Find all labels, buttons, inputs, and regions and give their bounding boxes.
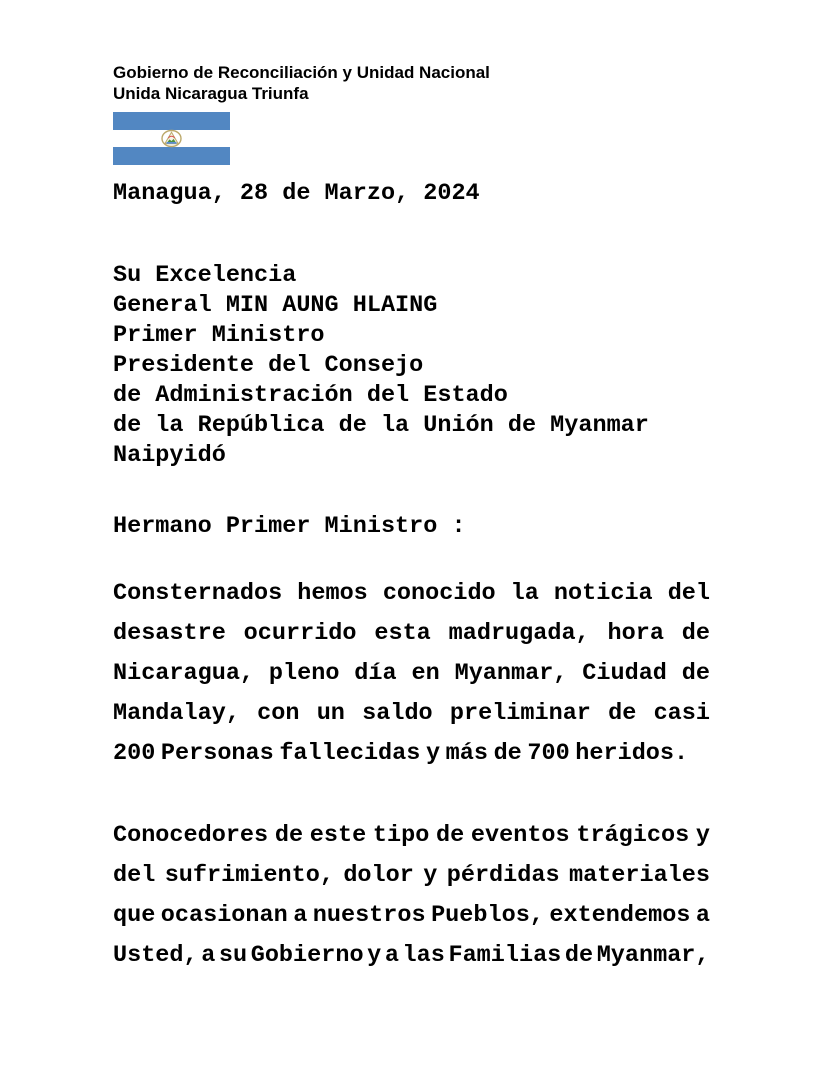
- body-line: Conocedores de este tipo de eventos trágicos y: [113, 822, 710, 849]
- recipient-line: Primer Ministro: [113, 322, 325, 349]
- recipient-line: General MIN AUNG HLAING: [113, 292, 438, 319]
- body-line: desastre ocurrido esta madrugada, hora de: [113, 620, 710, 647]
- recipient-line: Presidente del Consejo: [113, 352, 424, 379]
- recipient-line: de Administración del Estado: [113, 382, 508, 409]
- body-line: Nicaragua, pleno día en Myanmar, Ciudad de: [113, 660, 710, 687]
- nicaragua-flag-icon: [113, 112, 230, 165]
- salutation: Hermano Primer Ministro :: [113, 513, 466, 540]
- recipient-line: Su Excelencia: [113, 262, 297, 289]
- recipient-line: Naipyidó: [113, 442, 226, 469]
- body-line: Usted, a su Gobierno y a las Familias de Myanmar,: [113, 942, 710, 969]
- body-line: Mandalay, con un saldo preliminar de casi: [113, 700, 710, 727]
- recipient-block: [113, 261, 649, 471]
- paragraph-1: [113, 574, 710, 774]
- paragraph-2: [113, 816, 710, 976]
- org-motto-line: Unida Nicaragua Triunfa: [113, 84, 309, 103]
- letterhead: [113, 62, 490, 104]
- date-line: Managua, 28 de Marzo, 2024: [113, 180, 480, 207]
- body-line: 200 Personas fallecidas y más de 700 heridos.: [113, 740, 689, 767]
- org-name-line: Gobierno de Reconciliación y Unidad Nacional: [113, 63, 490, 82]
- recipient-line: de la República de la Unión de Myanmar: [113, 412, 649, 439]
- body-line: del sufrimiento, dolor y pérdidas materiales: [113, 862, 710, 889]
- body-line: Consternados hemos conocido la noticia del: [113, 580, 710, 607]
- body-line: que ocasionan a nuestros Pueblos, extendemos a: [113, 902, 710, 929]
